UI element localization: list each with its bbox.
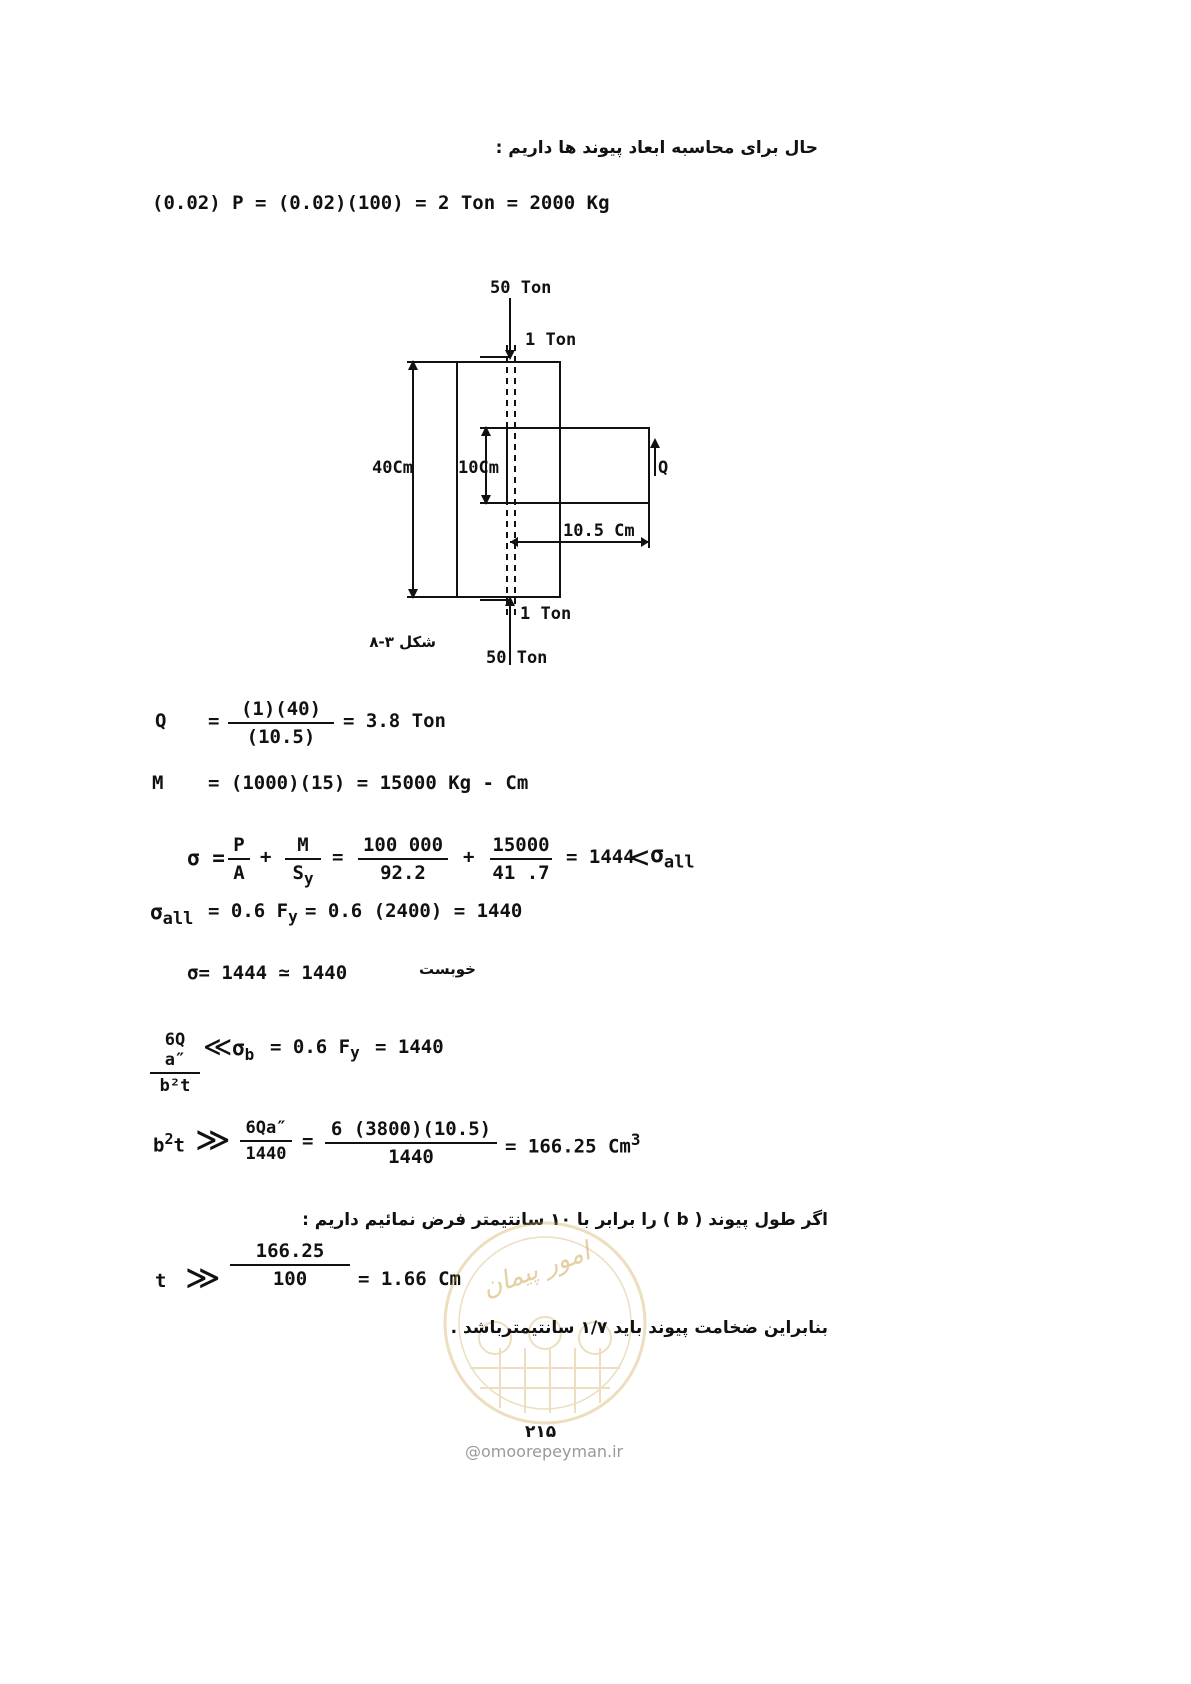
- load-equation: (0.02) P = (0.02)(100) = 2 Ton = 2000 Kg: [152, 192, 610, 214]
- b2t-symbol: ≫: [195, 1120, 231, 1160]
- t-eq-symbol: ≫: [185, 1258, 221, 1298]
- conclusion-text: بنابراین ضخامت پیوند باید ۱/۷ سانتیمترباشد .: [450, 1318, 828, 1338]
- fig-caption: شکل ۳-۸: [369, 633, 436, 651]
- fig-top-load: 50 Ton: [490, 278, 552, 298]
- b2t-frac-2: 6 (3800)(10.5) 1440: [325, 1118, 497, 1168]
- sigma-frac-msy: M $S_y$: [285, 834, 321, 888]
- sigma-compare-symbol: <: [630, 838, 650, 876]
- sigma-frac-pa: P A: [228, 834, 250, 884]
- bending-fy: = 0.6 $F_y$: [270, 1036, 360, 1062]
- sigma-all-mid: = 0.6 $F_y$: [208, 900, 298, 926]
- sigma-plus-2: +: [463, 846, 475, 868]
- m-eq-lhs: M: [152, 772, 164, 794]
- t-eq-fraction: 166.25 100: [230, 1240, 350, 1290]
- fig-bottom-shear: 1 Ton: [520, 604, 572, 624]
- fig-top-shear: 1 Ton: [525, 330, 577, 350]
- t-eq-result: = 1.66 Cm: [358, 1268, 461, 1290]
- sigma-frac-3: 100 000 92.2: [358, 834, 448, 884]
- sigma-plus-1: +: [260, 846, 272, 868]
- fig-dim-height: 40Cm: [372, 458, 413, 478]
- sigma-all-rhs: = 0.6 (2400) = 1440: [305, 900, 523, 922]
- intro-text: حال برای محاسبه ابعاد پیوند ها داریم :: [495, 138, 818, 158]
- sigma-frac-4: 15000 41 .7: [490, 834, 552, 884]
- bending-fraction: 6Q a″ b²t: [150, 1030, 200, 1096]
- q-eq-lhs: Q: [155, 710, 167, 732]
- watermark-site: @omoorepeyman.ir: [465, 1442, 624, 1461]
- watermark-logo-text: امور پیمان: [478, 1236, 595, 1304]
- bending-sigma-b: $\sigma_b$: [232, 1036, 255, 1065]
- approx-eq: σ= 1444 ≃ 1440: [187, 962, 348, 984]
- q-arrowhead: [650, 438, 660, 448]
- sigma-result: = 1444: [566, 846, 635, 868]
- q-eq-result: = 3.8 Ton: [343, 710, 446, 732]
- b2t-frac-1: 6Qa″ 1440: [240, 1118, 292, 1164]
- approx-note: خوبست: [419, 960, 476, 978]
- fig-bottom-load: 50 Ton: [486, 648, 548, 668]
- b2t-eq-1: =: [302, 1130, 314, 1152]
- assume-text: اگر طول پیوند ( b ) را برابر با ۱۰ سانتیمتر فرض نمائیم داریم :: [302, 1210, 828, 1230]
- sigma-eq-lhs: σ =: [187, 846, 225, 870]
- bending-value: = 1440: [375, 1036, 444, 1058]
- sigma-all-symbol: $\sigma_{all}$: [650, 842, 695, 873]
- t-eq-lhs: t: [155, 1270, 167, 1292]
- fig-force-q: Q: [658, 458, 669, 478]
- bending-symbol: ≪: [203, 1030, 233, 1063]
- q-eq-num: (1)(40): [240, 698, 322, 720]
- q-eq-den: (10.5): [246, 726, 316, 748]
- fig-dim-plate: 10Cm: [458, 458, 499, 478]
- b2t-lhs: $b^2t$: [153, 1130, 185, 1157]
- page-number: ۲۱۵: [525, 1422, 557, 1442]
- sigma-all-lhs: $\sigma_{all}$: [150, 900, 194, 930]
- b2t-result: = 166.25 Cm$^3$: [505, 1130, 641, 1158]
- q-eq-equals: =: [208, 710, 220, 732]
- m-eq-rhs: = (1000)(15) = 15000 Kg - Cm: [208, 772, 529, 794]
- q-eq-fraction: [228, 698, 334, 748]
- link-plate-outline: [507, 428, 649, 503]
- fig-dim-arm: 10.5 Cm: [563, 521, 635, 541]
- sigma-eq-1: =: [332, 846, 344, 868]
- column-outline: [457, 362, 560, 597]
